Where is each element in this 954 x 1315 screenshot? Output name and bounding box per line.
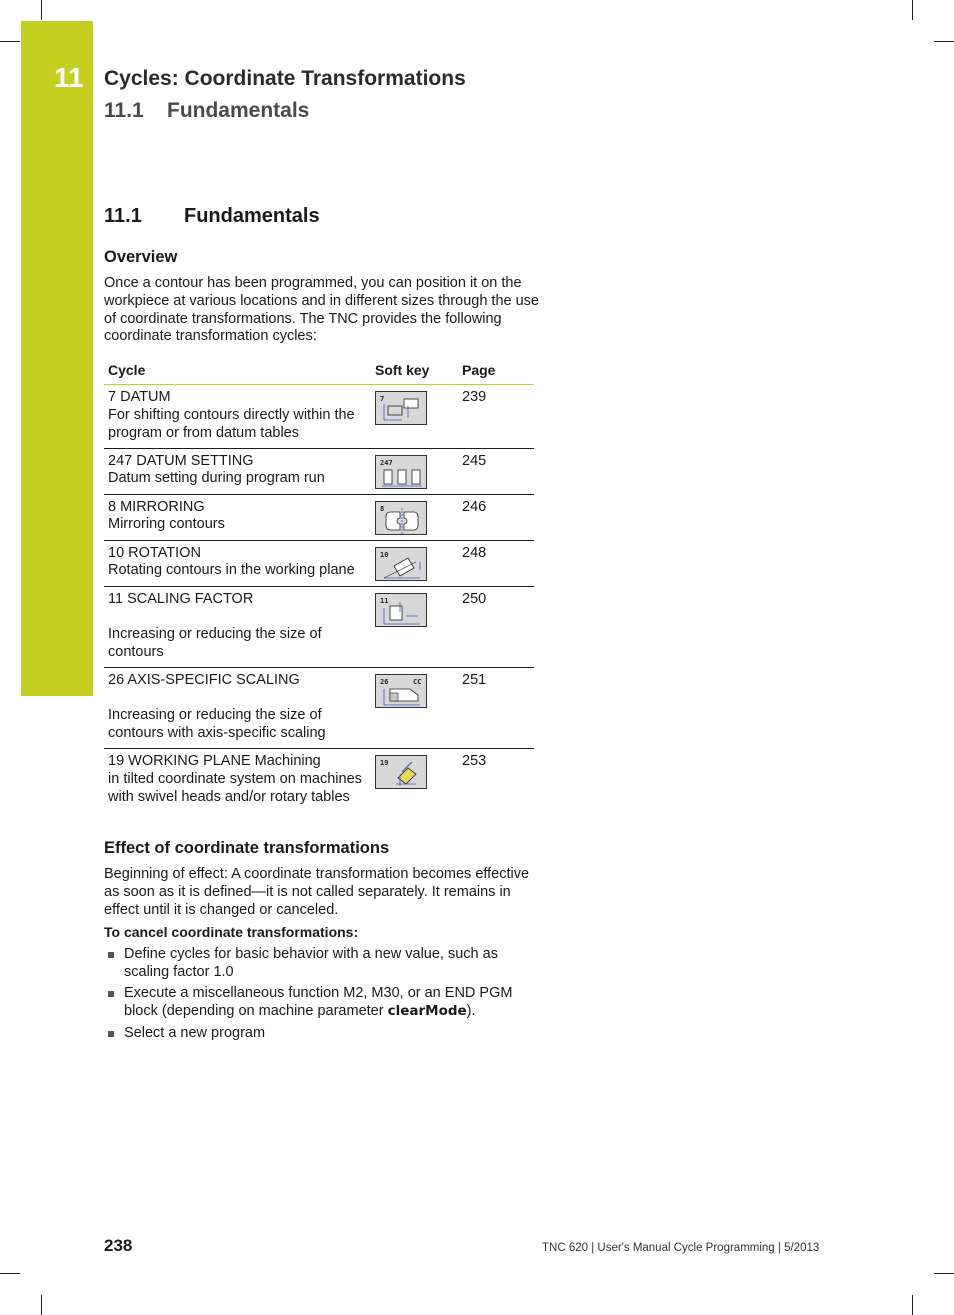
crop-mark — [934, 41, 954, 42]
crop-mark — [934, 1273, 954, 1274]
table-row — [104, 667, 534, 748]
list-item — [104, 985, 544, 1021]
softkey-cell — [371, 586, 458, 667]
softkey-cell — [371, 448, 458, 494]
chapter-number: 11 — [54, 62, 84, 93]
page-ref: 239 — [458, 385, 534, 448]
page-number: 238 — [104, 1236, 133, 1255]
section-title: Fundamentals — [184, 205, 320, 227]
cancel-list — [104, 946, 544, 1043]
table-row — [104, 748, 534, 811]
cycle-cell — [104, 540, 371, 586]
datum-setting-softkey[interactable] — [375, 455, 427, 489]
header-page: Page — [458, 354, 534, 385]
crop-mark — [912, 1295, 913, 1315]
bullet-text: Execute a miscellaneous function M2, M30, or an END PGM block (depending on machine parameter — [124, 985, 513, 1020]
cycle-description: Rotating contours in the working plane — [108, 562, 355, 579]
cycle-description: For shifting contours directly within the program or from datum tables — [108, 406, 355, 441]
working-plane-icon — [376, 756, 428, 790]
crop-mark — [41, 0, 42, 20]
bullet-text: Define cycles for basic behavior with a new value, such as scaling factor 1.0 — [124, 945, 498, 980]
table-row — [104, 385, 534, 448]
chapter-title: Cycles: Coordinate Transformations — [104, 67, 466, 90]
cycle-name: 247 DATUM SETTING — [108, 452, 254, 469]
softkey-label: 247 — [380, 458, 393, 467]
list-item — [104, 1025, 544, 1043]
softkey-cell — [371, 494, 458, 540]
page-ref: 253 — [462, 752, 487, 769]
footer-text: TNC 620 | User's Manual Cycle Programming | 5/2013 — [542, 1242, 820, 1254]
header-cycle: Cycle — [104, 354, 371, 385]
softkey-cell — [371, 385, 458, 448]
scaling-icon — [376, 594, 428, 628]
scaling-softkey[interactable] — [375, 593, 427, 627]
cycle-description: Datum setting during program run — [108, 470, 325, 487]
crop-mark — [912, 0, 913, 20]
rotation-softkey[interactable] — [375, 547, 427, 581]
overview-text: Once a contour has been programmed, you can position it on the workpiece at various locations and in different sizes through the use of coordinate transformations. The TNC provides the following coordinate transformation cycles: — [104, 275, 539, 345]
page-ref: 251 — [458, 667, 534, 748]
crop-mark — [41, 1295, 42, 1315]
page-ref: 250 — [458, 586, 534, 667]
table-row — [104, 540, 534, 586]
cycle-name: 7 DATUM — [108, 389, 171, 406]
cycle-name: 11 SCALING FACTOR — [108, 590, 254, 607]
chapter-tab — [21, 21, 93, 696]
section-number: 11.1 — [104, 205, 142, 227]
cycle-cell — [104, 667, 371, 748]
crop-mark — [0, 41, 20, 42]
effect-heading: Effect of coordinate transformations — [104, 839, 390, 858]
axis-scaling-softkey[interactable] — [375, 674, 427, 708]
machine-parameter: clearMode — [387, 1003, 467, 1020]
softkey-cell — [371, 540, 458, 586]
cycle-cell — [104, 494, 371, 540]
running-section-number: 11.1 — [104, 99, 144, 122]
effect-section — [104, 839, 544, 1042]
working-plane-softkey[interactable] — [375, 755, 427, 789]
table-row — [104, 494, 534, 540]
cycle-description: Increasing or reducing the size of contours with axis-specific scaling — [108, 707, 326, 742]
table-header-row — [104, 354, 534, 385]
rotation-icon — [376, 548, 428, 582]
bullet-square-icon — [108, 991, 114, 997]
cycle-name: 8 MIRRORING — [108, 498, 205, 515]
page-ref: 246 — [458, 494, 534, 540]
softkey-label: 19 — [380, 758, 389, 767]
mirroring-icon — [376, 502, 428, 536]
effect-text: Beginning of effect: A coordinate transformation becomes effective as soon as it is defined—it is not called separately. It remains in effect until it is changed or canceled. — [104, 866, 530, 918]
header-softkey: Soft key — [371, 354, 458, 385]
list-item — [104, 946, 544, 982]
page-ref: 248 — [458, 540, 534, 586]
running-section-title: Fundamentals — [167, 99, 310, 122]
cycles-table — [104, 354, 534, 811]
bullet-text-end: ). — [466, 1003, 476, 1020]
softkey-label: 7 — [380, 395, 385, 404]
running-section-header — [104, 99, 309, 123]
bullet-square-icon — [108, 952, 114, 958]
table-row — [104, 586, 534, 667]
section-heading — [104, 205, 544, 228]
axis-scaling-icon — [376, 675, 428, 709]
datum-shift-softkey[interactable] — [375, 391, 427, 425]
cycle-description: in tilted coordinate system on machines with swivel heads and/or rotary tables — [108, 770, 362, 805]
cycle-description: Mirroring contours — [108, 516, 225, 533]
overview-heading: Overview — [104, 248, 178, 266]
softkey-label: 11 — [380, 596, 389, 605]
cycle-name: 10 ROTATION — [108, 544, 201, 561]
bullet-text: Select a new program — [124, 1024, 266, 1041]
bullet-square-icon — [108, 1031, 114, 1037]
softkey-label: 8 — [380, 504, 385, 513]
cycle-cell — [104, 748, 371, 811]
softkey-cell — [371, 748, 458, 811]
softkey-cell — [371, 667, 458, 748]
cancel-heading: To cancel coordinate transformations: — [104, 923, 359, 940]
softkey-label: 26 — [380, 677, 389, 686]
table-row — [104, 448, 534, 494]
page-ref: 245 — [458, 448, 534, 494]
softkey-label-cc: CC — [413, 677, 422, 686]
cycle-description: Increasing or reducing the size of contours — [108, 626, 322, 660]
main-content — [104, 205, 544, 1047]
softkey-label: 10 — [380, 550, 389, 559]
cycle-cell — [104, 385, 371, 448]
datum-setting-icon — [376, 456, 428, 490]
mirroring-softkey[interactable] — [375, 501, 427, 535]
cycle-name: 19 WORKING PLANE Machining — [108, 752, 321, 769]
crop-mark — [0, 1273, 20, 1274]
cycle-cell — [104, 448, 371, 494]
datum-shift-icon — [376, 392, 428, 426]
cycle-name: 26 AXIS-SPECIFIC SCALING — [108, 671, 300, 688]
cycle-cell — [104, 586, 371, 667]
